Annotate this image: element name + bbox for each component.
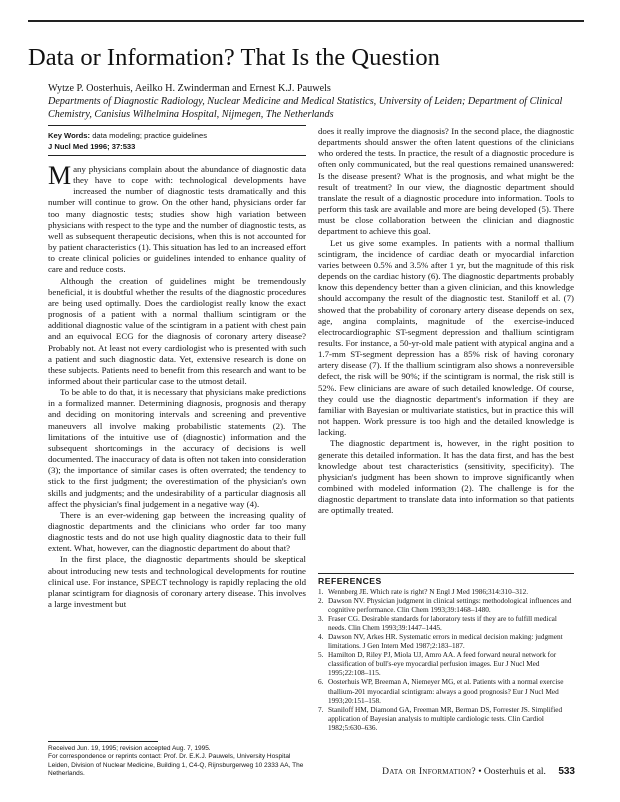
paragraph-3: To be able to do that, it is necessary that physicians make predictions in a formalized manner. Determining diagnosis, prognosis and therapy and deciding on monitoring intervals and screening and preventive maneuvers all involve making probabilistic statements (2). The limitations of the intuitive use of (diagnostic) information and the subsequent shortcomings in the accuracy of decisions is well documented. The inaccuracy of data is often not taken into consideration (3); the importance of similar cases is often overrated; the tendency to stick to the first judgment; the overestimation of the physician's own skills and judgments; and the undesirability of a particular diagnosis all affect the physician's final judgement in a negative way (4). [48,387,306,509]
reference-text: Oosterhuis WP, Breeman A, Niemeyer MG, et al. Patients with a normal exercise thallium-201 myocardial scintigram: always a good prognosis? Eur J Nucl Med 1993;20:151–158. [328,678,564,705]
reference-text: Dawson NV. Physician judgment in clinical settings: methodological influences and cognitive performance. Clin Chem 1993;39:1468–1480. [328,597,572,615]
author-list: Wytze P. Oosterhuis, Aeilko H. Zwinderman and Ernest K.J. Pauwels [48,83,331,94]
reference-number: 5. [318,651,324,660]
drop-cap: M [48,161,72,190]
running-title: Data or Information? [382,767,476,777]
reference-number: 6. [318,678,324,687]
body-column-left [48,161,306,724]
journal-citation: J Nucl Med 1996; 37:533 [48,142,136,151]
reference-item [318,706,574,733]
reference-text: Fraser CG. Desirable standards for laboratory tests if they are to fulfill medical needs. Clin Chem 1993;39:1447–1445. [328,615,557,633]
reference-item [318,678,574,705]
keywords-text: data modeling; practice guidelines [92,131,208,140]
keywords-label: Key Words: [48,131,91,140]
reference-item [318,588,574,597]
page-number: 533 [558,766,575,777]
keywords-bottom-rule [48,155,306,156]
paragraph-5: In the first place, the diagnostic departments should be skeptical about introducing new tests and technological developments for routine clinical use. For instance, SPECT technology is rapidly replacing the old planar scintigram for diagnosis of coronary artery disease. This involves a large investment but [48,554,306,610]
footnote-rule [48,741,158,742]
keywords-block [48,130,306,152]
reference-text: Dawson NV, Arkes HR. Systematic errors in medical decision making: judgment limitations. J Gen Intern Med 1987;2:183–187. [328,633,563,651]
paragraph-8: The diagnostic department is, however, in the right position to generate this detailed information. It has the data first, and has the best knowledge about test characteristics (sensitivity, specificity). The physician's judgment has been shown to improve significantly when combined with modeled information (2). The challenge is for the diagnostic department to translate data into information so that patients are optimally treated. [318,438,574,516]
running-separator: • [478,767,482,777]
correspondence-note: For correspondence or reprints contact: Prof. Dr. E.K.J. Pauwels, University Hospital Leiden, Division of Nuclear Medicine, Building 1, C4-Q, Rijnsburgerweg 10 2333 AA, The Netherlands. [48,753,304,777]
reference-text: Staniloff HM, Diamond GA, Freeman MR, Berman DS, Forrester JS. Simplified application of Bayesian analysis to multiple cardiologic tests. Clin Cardiol 1982;5:630–636. [328,705,563,732]
reference-item [318,597,574,615]
keywords-top-rule [48,125,306,126]
reference-item [318,633,574,651]
references-heading: REFERENCES [318,576,382,586]
references-rule [318,573,574,574]
received-note: Received Jun. 19, 1995; revision accepted Aug. 7, 1995. [48,745,211,752]
keywords-line [48,130,306,141]
paragraph-2: Although the creation of guidelines might be tremendously beneficial, it is doubtful whether the results of the diagnostic procedures are being used optimally. Does the cardiologist really know the exact prognosis of a patient with a normal thallium scintigram or the additional diagnostic value of the scintigram in a patient with chest pain and an equivocal ECG for the diagnosis of coronary artery disease? Probably not. At least not every cardiologist who is presented with such a patient and such diagnostic data. Yet, extensive research is done on these subjects. Patients need to benefit from this research and want to be informed about their particular case to the utmost detail. [48,275,306,386]
reference-number: 4. [318,633,324,642]
affiliations: Departments of Diagnostic Radiology, Nuclear Medicine and Medical Statistics, University of Leiden; Department of Clinical Chemistry, Canisius Wilhelmina Hospital, Nijmegen, The Netherlands [48,96,563,120]
paragraph-4: There is an ever-widening gap between the increasing quality of diagnostic departments and the clinicians who order far too many diagnostic tests and do not use high quality diagnostic data to their full extent. What, however, can the diagnostic department do about that? [48,509,306,554]
body-column-right [318,126,574,572]
paragraph-1: Many physicians complain about the abundance of diagnostic data they have to cope with: technological developments have increased the number of diagnostic tests dramatically and this number will continue to grow. On the other hand, physicians order far too many diagnostic tests; studies show high variation between physicians with respect to the type and the number of diagnostic tests, as well as subsequent therapeutic decisions, when this is not accounted for by patient characteristics (1). This situation has led to an increased effort to create clinical policies or guidelines intended to enhance quality of care and reduce costs. [48,161,306,275]
footnote [48,745,306,778]
reference-item [318,615,574,633]
running-authors: Oosterhuis et al. [483,767,546,777]
reference-text: Wennberg JE. Which rate is right? N Engl J Med 1986;314:310–312. [328,588,529,596]
paragraph-7: Let us give some examples. In patients with a normal thallium scintigram, the incidence of cardiac death or myocardial infarction varies between 0.5% and 3.5% after 1 yr, but the magnitude of this risk depends on the cardiac history (6). The diagnostic departments probably know this dependency better than a given clinician, and this knowledge should accompany the result of the diagnostic test. Staniloff et al. (7) showed that the probability of coronary artery disease depends on sex, age, angina complaints, magnitude of the exercise-induced electrocardiographic ST-segment depression and thallium scintigram results. For instance, a 50-yr-old male patient with atypical angina and a 1.7-mm ST-segment depression has a 85% risk of having coronary artery disease (7). If the thallium scintigram also shows a nonreversible defect, the risk will be 90%; if the scintigram is normal, the risk still is 52%. Few clinicians are aware of such detailed knowledge. Of course, they could use the diagnostic department's information if they are familiar with Bayesian or multivariate statistics, but in practice this will not happen. Work pressure is too high and the detailed knowledge is lacking. [318,237,574,438]
article-title: Data or Information? That Is the Question [28,44,440,71]
reference-text: Hamilton D, Riley PJ, Miola UJ, Amro AA. A feed forward neural network for classification of bull's-eye myocardial perfusion images. Eur J Nucl Med 1995;22:108–115. [328,651,557,678]
reference-number: 7. [318,705,324,714]
reference-item [318,651,574,678]
reference-number: 2. [318,597,324,606]
top-rule [28,20,584,22]
running-footer [370,766,575,778]
reference-number: 1. [318,588,324,596]
paragraph-6: does it really improve the diagnosis? In the second place, the diagnostic departments should answer the often latent questions of the clinicians who ordered the tests. In practice, the result of a diagnostic procedure is often only communicated, but the real questions remained unanswered: Is the disease present? What is the prognosis, and what might be the result of treatment? In our view, the diagnostic department should translate the result of a diagnostic procedure into information. Tools to perform this task are available and more are being developed (5). There must be close collaboration between the clinician and diagnostic department to achieve this goal. [318,126,574,237]
reference-list [318,588,574,733]
reference-number: 3. [318,615,324,624]
